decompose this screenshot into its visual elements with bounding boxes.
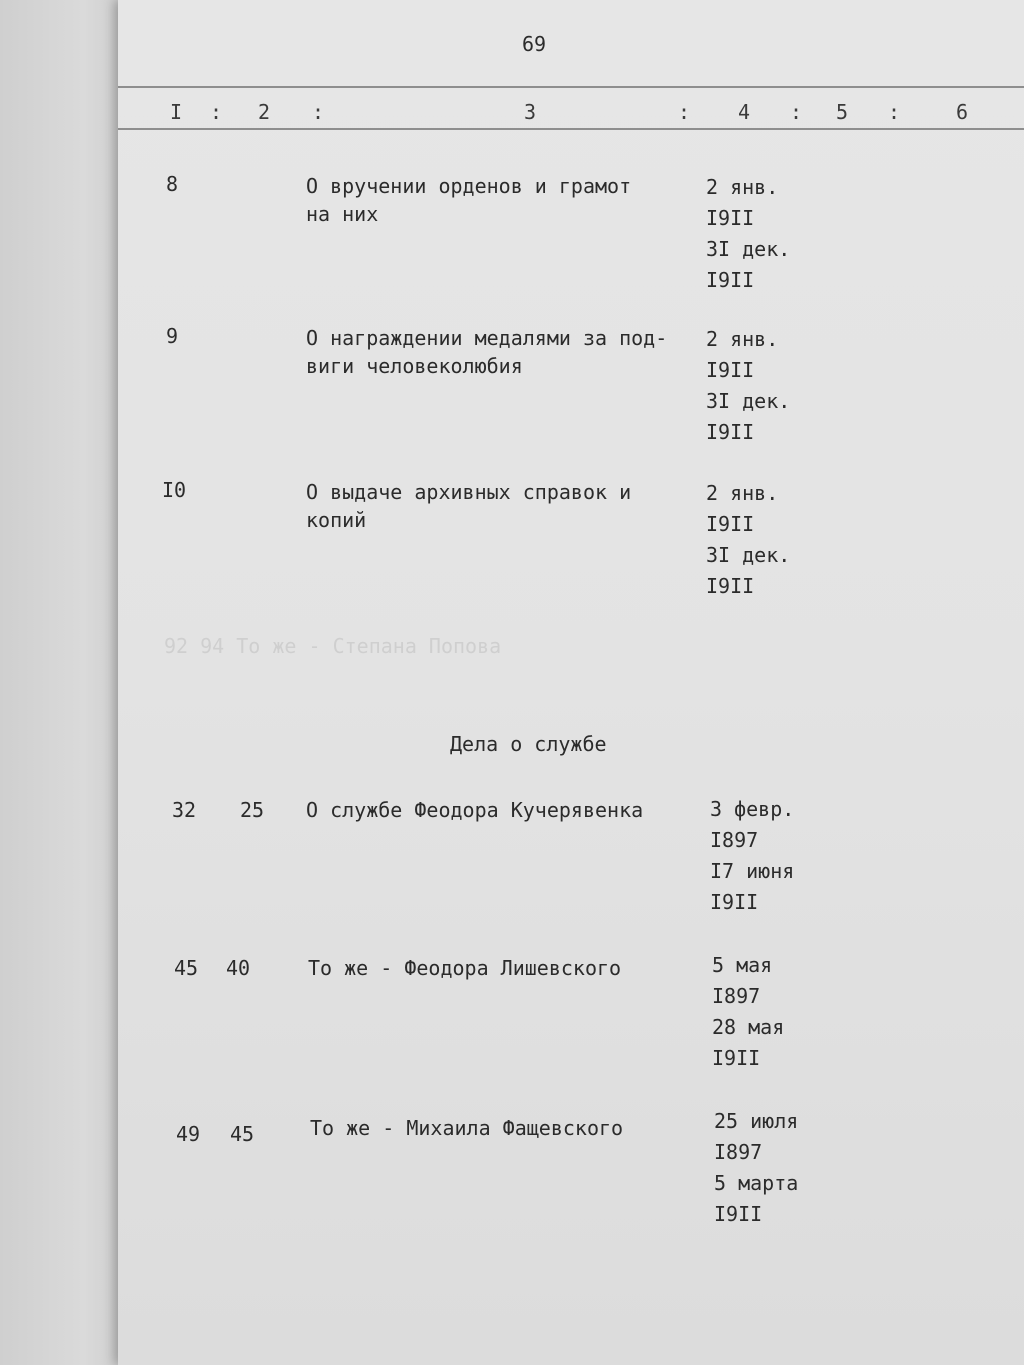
record-title: О службе Феодора Кучерявенка <box>306 798 644 822</box>
record-title: То же - Михаила Фащевского <box>310 1116 624 1140</box>
header-col-4: 4 <box>738 100 751 124</box>
header-sep: : <box>678 100 691 124</box>
record-title-line: О вручении орденов и грамот <box>306 174 632 198</box>
page-number: 69 <box>522 32 547 56</box>
record-date: 3I дек. <box>706 543 791 567</box>
record-number: 45 <box>174 956 199 980</box>
record-dates <box>712 950 784 1074</box>
record-title <box>306 478 706 534</box>
record-date: I7 июня <box>710 859 795 883</box>
record-date: I9II <box>714 1202 763 1226</box>
record-number: 49 <box>176 1122 201 1146</box>
record-dates <box>706 478 790 602</box>
record-number: 32 <box>172 798 197 822</box>
record-date: 5 марта <box>714 1171 799 1195</box>
header-col-5: 5 <box>836 100 849 124</box>
record-date: 5 мая <box>712 953 773 977</box>
record-title <box>306 324 706 380</box>
record-date: I897 <box>710 828 759 852</box>
header-col-2: 2 <box>258 100 271 124</box>
record-old-number: 40 <box>226 956 251 980</box>
record-old-number: 45 <box>230 1122 255 1146</box>
record-dates <box>706 324 790 448</box>
record-date: I9II <box>706 206 755 230</box>
header-sep: : <box>888 100 901 124</box>
document-page <box>118 0 1024 1365</box>
record-title-line: копий <box>306 508 367 532</box>
record-title-line: виги человеколюбия <box>306 354 523 378</box>
bleed-through-text: 92 94 То же - Степана Попова <box>164 634 502 658</box>
header-sep: : <box>312 100 325 124</box>
record-number: 8 <box>166 172 179 196</box>
record-date: 3I дек. <box>706 389 791 413</box>
record-number: 9 <box>166 324 179 348</box>
record-date: I9II <box>706 574 755 598</box>
record-title-line: О выдаче архивных справок и <box>306 480 632 504</box>
record-date: 2 янв. <box>706 175 779 199</box>
record-date: I9II <box>706 512 755 536</box>
section-title: Дела о службе <box>450 732 607 756</box>
record-old-number: 25 <box>240 798 265 822</box>
record-dates <box>710 794 794 918</box>
record-date: I9II <box>710 890 759 914</box>
record-date: I9II <box>706 268 755 292</box>
header-col-6: 6 <box>956 100 969 124</box>
record-title: То же - Феодора Лишевского <box>308 956 622 980</box>
record-date: I9II <box>706 358 755 382</box>
record-dates <box>706 172 790 296</box>
record-title-line: на них <box>306 202 379 226</box>
header-top-rule <box>118 86 1024 88</box>
record-date: 2 янв. <box>706 481 779 505</box>
record-date: I897 <box>714 1140 763 1164</box>
record-date: 3I дек. <box>706 237 791 261</box>
header-sep: : <box>790 100 803 124</box>
header-col-3: 3 <box>524 100 537 124</box>
header-sep: : <box>210 100 223 124</box>
record-title-line: О награждении медалями за под- <box>306 326 668 350</box>
record-title <box>306 172 706 228</box>
record-number: I0 <box>162 478 187 502</box>
record-date: I9II <box>712 1046 761 1070</box>
record-date: 25 июля <box>714 1109 799 1133</box>
record-date: 28 мая <box>712 1015 785 1039</box>
record-date: 2 янв. <box>706 327 779 351</box>
header-col-1: I <box>170 100 183 124</box>
record-date: I9II <box>706 420 755 444</box>
header-bottom-rule <box>118 128 1024 130</box>
record-date: I897 <box>712 984 761 1008</box>
record-dates <box>714 1106 798 1230</box>
record-date: 3 февр. <box>710 797 795 821</box>
